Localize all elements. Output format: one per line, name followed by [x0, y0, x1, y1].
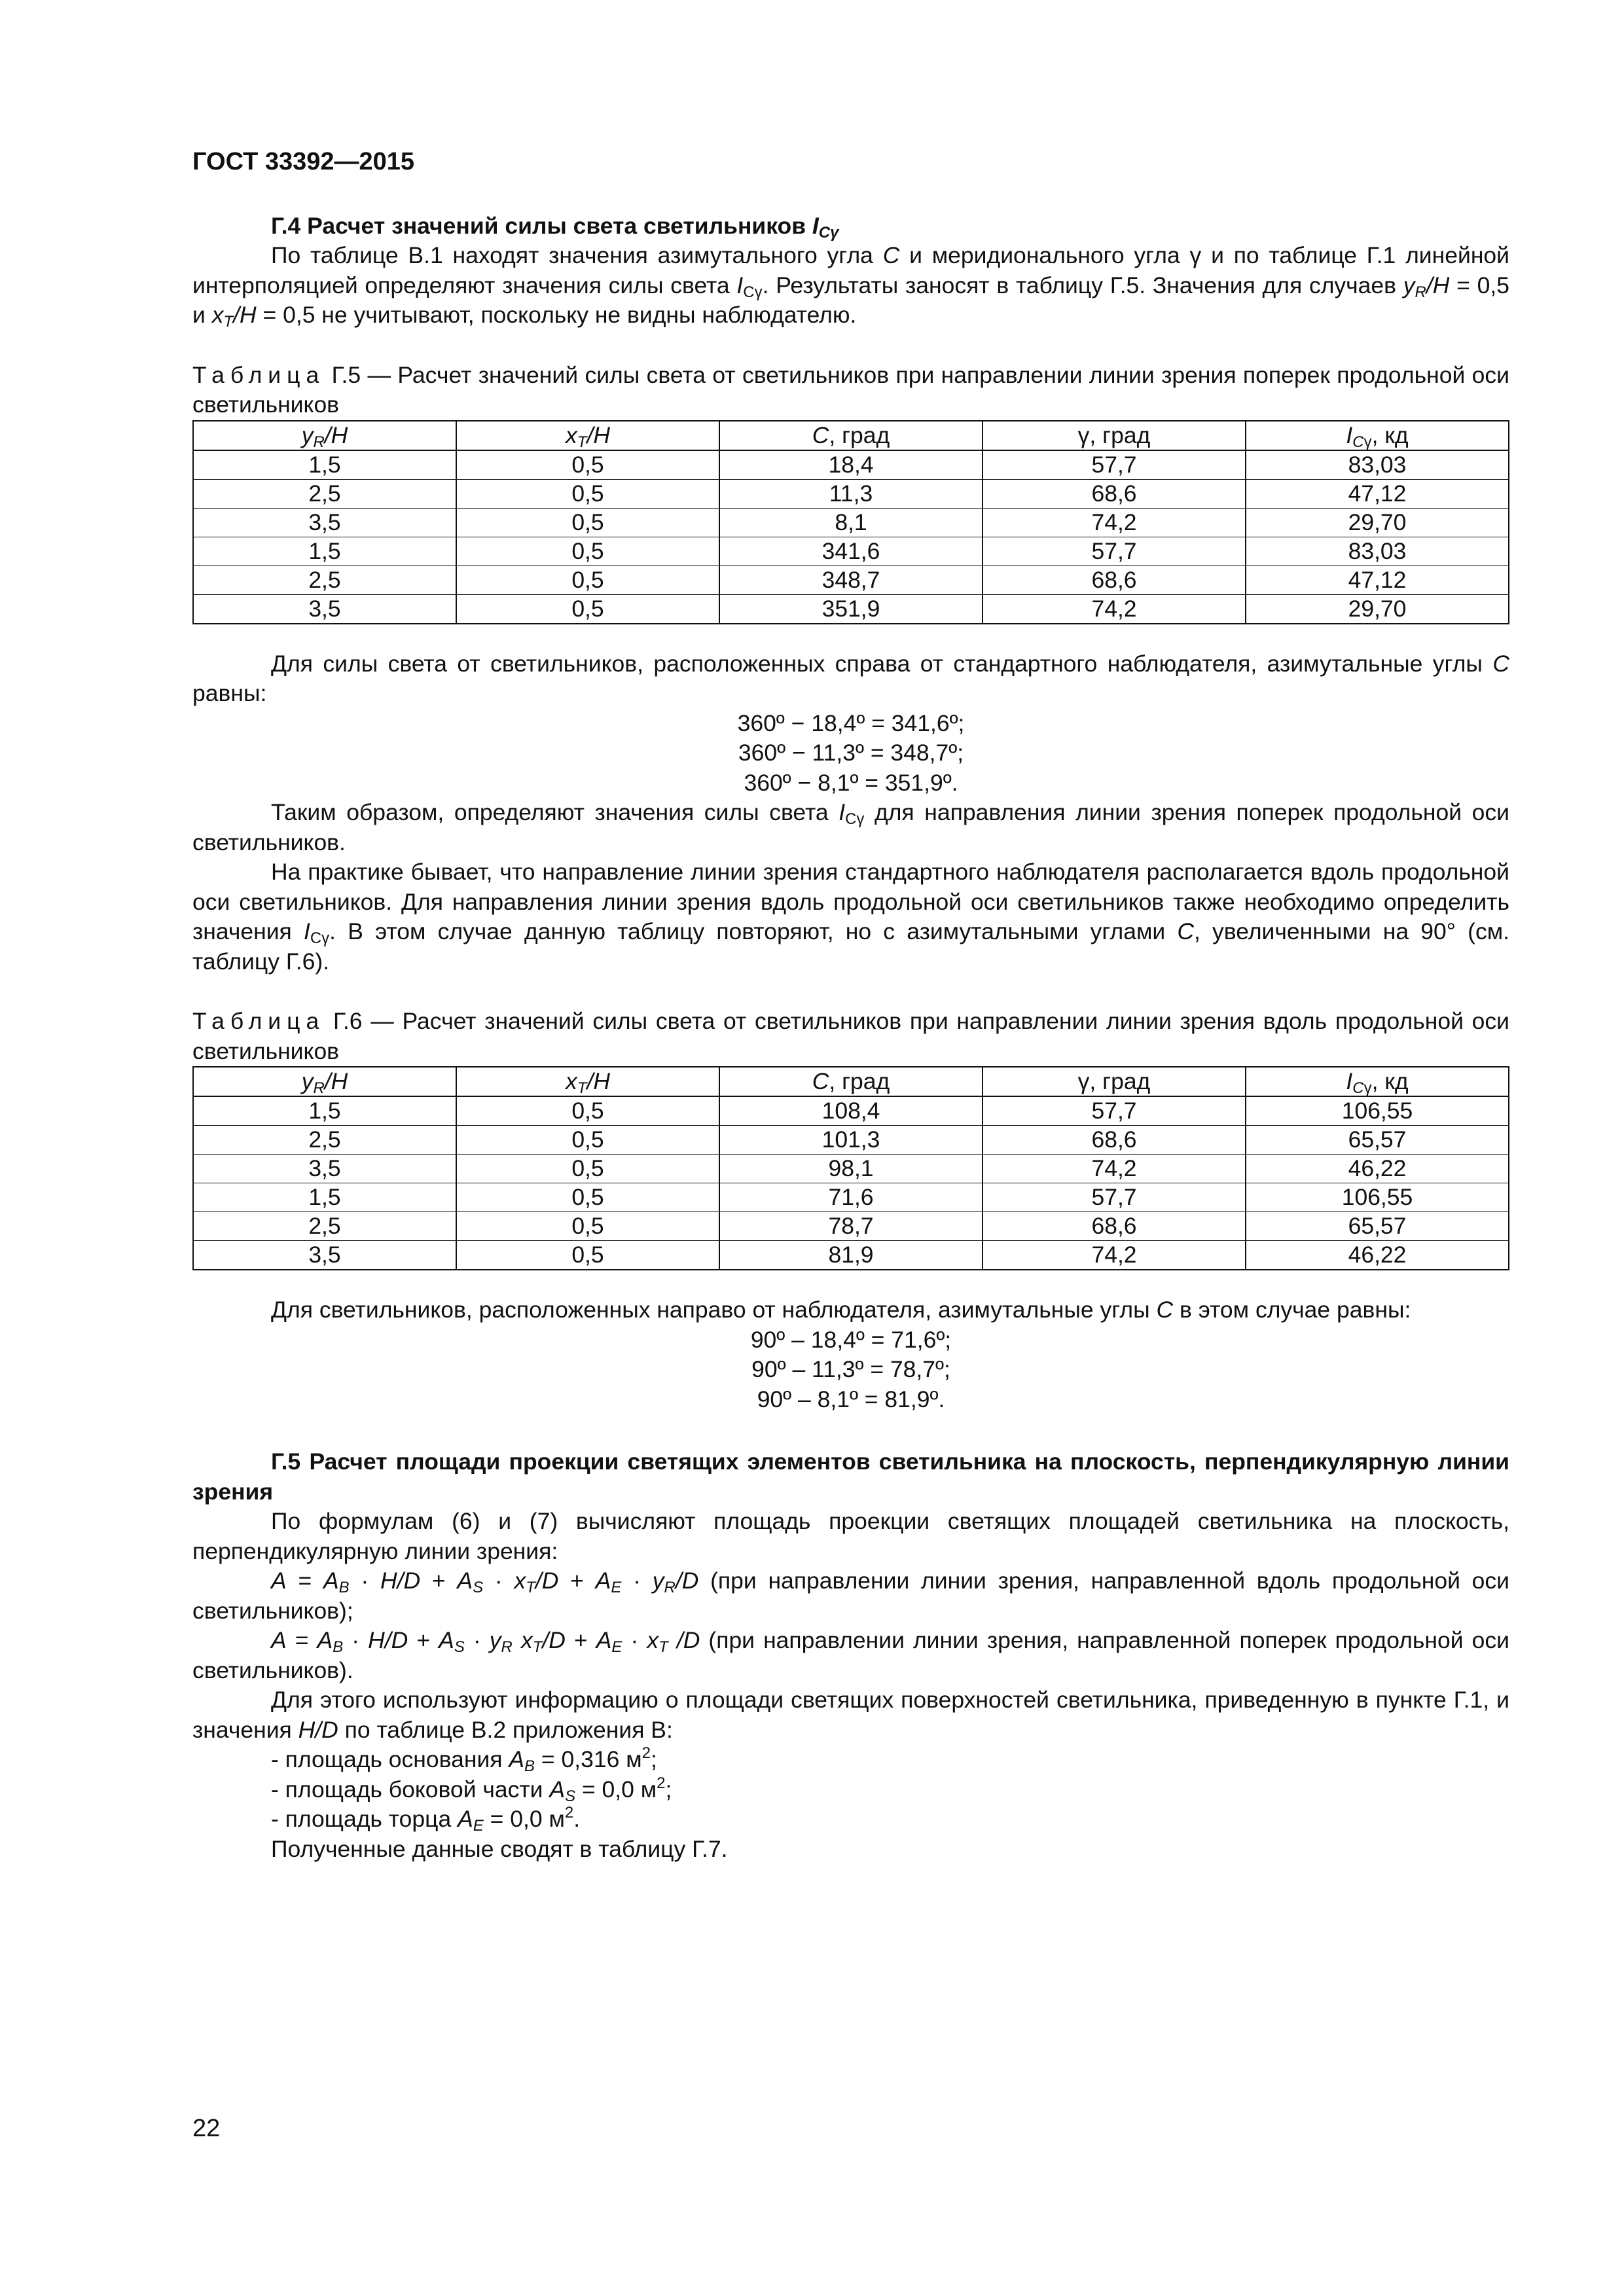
- paragraph-right-angles: Для силы света от светильников, расположенных справа от стандартного наблюдателя, азимутальные углы C равны:: [192, 650, 1509, 706]
- table-row: 1,5 0,5 108,4 57,7 106,55: [193, 1096, 1509, 1126]
- paragraph-practice: На практике бывает, что направление линии зрения стандартного наблюдателя располагается вдоль продольной оси светильников. Для направления линии зрения вдоль продольной оси светильников также необходимо определить значения $I_{C\gamma}$. В этом случае данную таблицу повторяют, но с азимутальными углами C, увеличенными на 90° (см. таблицу Г.6).: [192, 859, 1509, 975]
- table-row: 3,5 0,5 81,9 74,2 46,22: [193, 1241, 1509, 1270]
- formula-area-along: $A = A_B \cdot H/D + A_S \cdot x_T/D + A_E \cdot y_R/D$ (при направлении линии зрения, направленной вдоль продольной оси светильников);: [192, 1568, 1509, 1624]
- table-header-row: [193, 1067, 1509, 1096]
- col-header-i: $I_{C\gamma}$, кд: [1246, 1067, 1509, 1096]
- list-item: - площадь торца $A_E = 0,0$ $м^2$.: [271, 1804, 581, 1835]
- table-row: 3,5 0,5 351,9 74,2 29,70: [193, 594, 1509, 624]
- formula-line: 360º − 8,1º = 351,9º.: [744, 769, 958, 796]
- col-header-yr-h: $y_R/H$: [193, 1067, 456, 1096]
- formula-area-across: $A = A_B \cdot H/D + A_S \cdot y_R$ $x_T/D + A_E \cdot x_T$ /D (при направлении линии зрения, направленной поперек продольной оси светильников).: [192, 1627, 1509, 1683]
- table-row: 2,5 0,5 348,7 68,6 47,12: [193, 565, 1509, 594]
- col-header-xt-h: $x_T/H$: [456, 1067, 719, 1096]
- paragraph-conclusion: Таким образом, определяют значения силы света $I_{C\gamma}$ для направления линии зрения поперек продольной оси светильников.: [192, 799, 1509, 855]
- formula-line: 90º – 8,1º = 81,9º.: [757, 1386, 945, 1412]
- formula-line: 360º − 11,3º = 348,7º;: [738, 740, 964, 766]
- col-header-i: $I_{C\gamma}$, кд: [1246, 421, 1509, 450]
- paragraph-g5-intro: По формулам (6) и (7) вычисляют площадь проекции светящих площадей светильника на плоскость, перпендикулярную линии зрения:: [192, 1508, 1509, 1564]
- table-caption-g5: Таблица Г.5 — Расчет значений силы света от светильников при направлении линии зрения поперек продольной оси светильников: [192, 361, 1509, 418]
- formula-line: 90º – 18,4º = 71,6º;: [750, 1326, 952, 1353]
- col-header-gamma: γ, град: [983, 1067, 1246, 1096]
- formula-line: 360º − 18,4º = 341,6º;: [737, 709, 965, 736]
- table-caption-g6: Таблица Г.6 — Расчет значений силы света от светильников при направлении линии зрения вдоль продольной оси светильников: [192, 1008, 1509, 1064]
- paragraph-left-angles: Для светильников, расположенных направо от наблюдателя, азимутальные углы C в этом случае равны:: [271, 1297, 1411, 1323]
- col-header-xt-h: $x_T/H$: [456, 421, 719, 450]
- table-g6: [192, 1066, 1509, 1270]
- table-row: 2,5 0,5 78,7 68,6 65,57: [193, 1212, 1509, 1241]
- table-row: 1,5 0,5 341,6 57,7 83,03: [193, 537, 1509, 565]
- col-header-c: C, град: [719, 421, 983, 450]
- table-header-row: [193, 421, 1509, 450]
- area-list: [192, 1745, 1509, 1835]
- paragraph-g5-summary: Полученные данные сводят в таблицу Г.7.: [271, 1835, 728, 1862]
- col-header-gamma: γ, град: [983, 421, 1246, 450]
- col-header-yr-h: $y_R/H$: [193, 421, 456, 450]
- list-item: - площадь основания $A_B = 0,316$ $м^2$;: [271, 1744, 657, 1775]
- table-row: 3,5 0,5 98,1 74,2 46,22: [193, 1155, 1509, 1183]
- table-g5: [192, 420, 1509, 624]
- table-row: 1,5 0,5 18,4 57,7 83,03: [193, 450, 1509, 480]
- paragraph-g5-info: Для этого используют информацию о площади светящих поверхностей светильника, приведенную в пункте Г.1, и значения H/D по таблице В.2 приложения В:: [192, 1687, 1509, 1743]
- table-row: 2,5 0,5 11,3 68,6 47,12: [193, 479, 1509, 508]
- document-header: ГОСТ 33392—2015: [192, 148, 415, 175]
- table-row: 3,5 0,5 8,1 74,2 29,70: [193, 508, 1509, 537]
- paragraph-g4-intro: По таблице В.1 находят значения азимутального угла C и меридионального угла γ и по таблице Г.1 линейной интерполяцией определяют значения силы света $I_{C\gamma}$. Результаты заносят в таблицу Г.5. Значения для случаев $y_R/H = 0,5$ и $x_T/H = 0,5$ не учитывают, поскольку не видны наблюдателю.: [192, 242, 1510, 331]
- section-heading-g4: Г.4 Расчет значений силы света светильников $I_{C\gamma}$: [271, 212, 839, 242]
- formula-line: 90º – 11,3º = 78,7º;: [751, 1356, 950, 1382]
- table-row: 1,5 0,5 71,6 57,7 106,55: [193, 1183, 1509, 1212]
- list-item: - площадь боковой части $A_S = 0,0$ $м^2$;: [271, 1774, 672, 1805]
- col-header-c: C, град: [719, 1067, 983, 1096]
- table-row: 2,5 0,5 101,3 68,6 65,57: [193, 1126, 1509, 1155]
- section-heading-g5: Г.5 Расчет площади проекции светящих элементов светильника на плоскость, перпендикулярную линии зрения: [192, 1448, 1509, 1505]
- page-content: [192, 147, 1509, 1864]
- page-number: 22: [192, 2115, 221, 2142]
